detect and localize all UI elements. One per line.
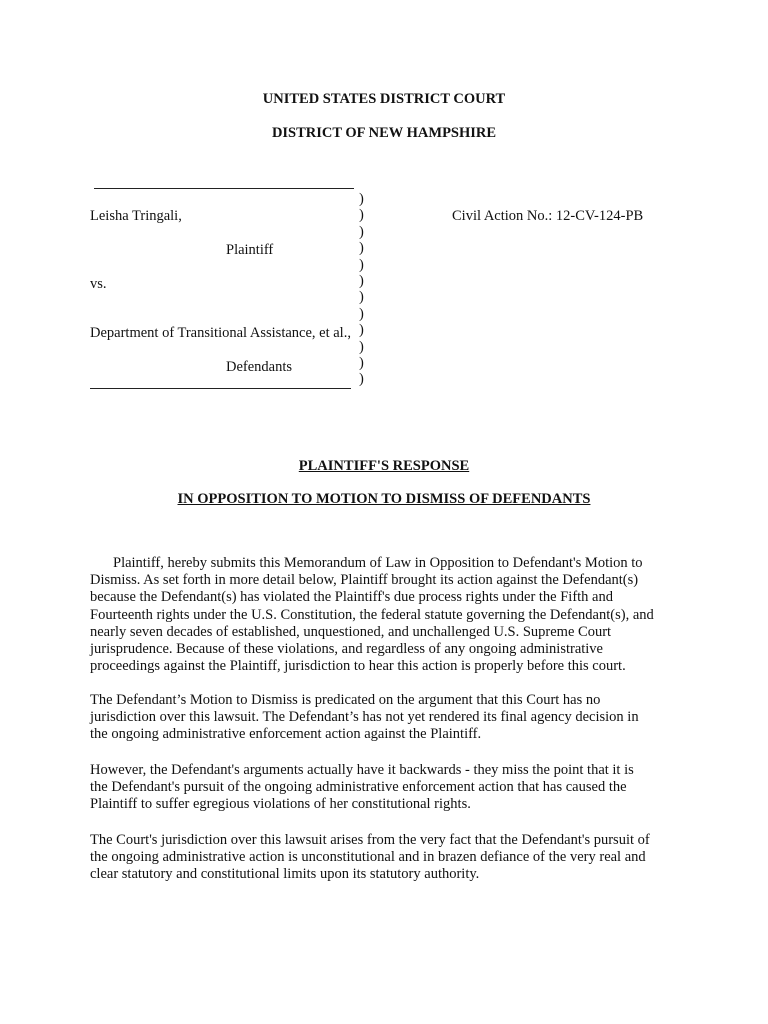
- caption-top-rule: [94, 188, 354, 189]
- paragraph-line: The Defendant’s Motion to Dismiss is predicated on the argument that this Court has no: [90, 692, 601, 708]
- plaintiff-name: Leisha Tringali,: [90, 208, 182, 224]
- paragraph-line: the ongoing administrative action is unconstitutional and in brazen defiance of the very real and: [90, 849, 646, 866]
- court-name: UNITED STATES DISTRICT COURT: [262, 91, 506, 107]
- paragraph-line: jurisprudence. Because of these violations, and regardless of any ongoing administrative: [90, 641, 603, 658]
- paragraph-line: Plaintiff to suffer egregious violations of her constitutional rights.: [90, 796, 471, 813]
- paragraph-line: Dismiss. As set forth in more detail below, Plaintiff brought its action against the Defendant(s): [90, 572, 639, 589]
- caption-paren: ): [359, 354, 364, 371]
- caption-paren: ): [359, 240, 364, 257]
- paragraph-line: However, the Defendant's arguments actually have it backwards - they miss the point that it is: [90, 762, 634, 778]
- caption-bottom-rule: [90, 388, 351, 389]
- paragraph-line: the ongoing administrative enforcement action against the Plaintiff.: [90, 726, 482, 743]
- paragraph-line: proceedings against the Plaintiff, jurisdiction to hear this action is properly before this court.: [90, 658, 626, 675]
- court-district: DISTRICT OF NEW HAMPSHIRE: [271, 125, 497, 141]
- versus-label: vs.: [90, 276, 107, 292]
- caption-paren: ): [359, 371, 364, 388]
- document-title: PLAINTIFF'S RESPONSE: [298, 458, 470, 474]
- body-paragraph-4: [90, 832, 690, 884]
- paragraph-line: Plaintiff, hereby submits this Memorandum of Law in Opposition to Defendant's Motion to: [113, 555, 643, 571]
- body-paragraph-1: [90, 555, 690, 675]
- case-number: Civil Action No.: 12-CV-124-PB: [452, 208, 644, 224]
- caption-paren-column: [359, 191, 364, 388]
- document-subtitle: IN OPPOSITION TO MOTION TO DISMISS OF DEFENDANTS: [177, 491, 591, 507]
- paragraph-line: Fourteenth rights under the U.S. Constitution, the federal statute governing the Defendant(s), and: [90, 606, 654, 623]
- defendant-name: Department of Transitional Assistance, et al.,: [90, 325, 351, 341]
- caption-paren: ): [359, 289, 364, 306]
- paragraph-line: The Court's jurisdiction over this lawsuit arises from the very fact that the Defendant's pursuit of: [90, 832, 650, 848]
- body-paragraph-2: [90, 692, 690, 744]
- paragraph-line: nearly seven decades of established, unquestioned, and unchallenged U.S. Supreme Court: [90, 623, 612, 640]
- paragraph-line: because the Defendant(s) has violated the Plaintiff's due process rights under the Fifth and: [90, 589, 613, 606]
- plaintiff-role: Plaintiff: [226, 242, 274, 258]
- caption-paren: ): [359, 305, 364, 322]
- paragraph-line: the Defendant's pursuit of the ongoing administrative enforcement action that has caused the: [90, 779, 627, 796]
- caption-paren: ): [359, 223, 364, 240]
- body-paragraph-3: [90, 762, 690, 814]
- caption-paren: ): [359, 272, 364, 289]
- caption-paren: ): [359, 338, 364, 355]
- paragraph-line: clear statutory and constitutional limits upon its statutory authority.: [90, 866, 480, 883]
- paragraph-line: jurisdiction over this lawsuit. The Defendant’s has not yet rendered its final agency decision in: [90, 709, 639, 726]
- caption-paren: ): [359, 191, 364, 207]
- defendant-role: Defendants: [226, 359, 293, 375]
- caption-paren: ): [359, 207, 364, 224]
- caption-paren: ): [359, 256, 364, 273]
- caption-paren: ): [359, 322, 364, 339]
